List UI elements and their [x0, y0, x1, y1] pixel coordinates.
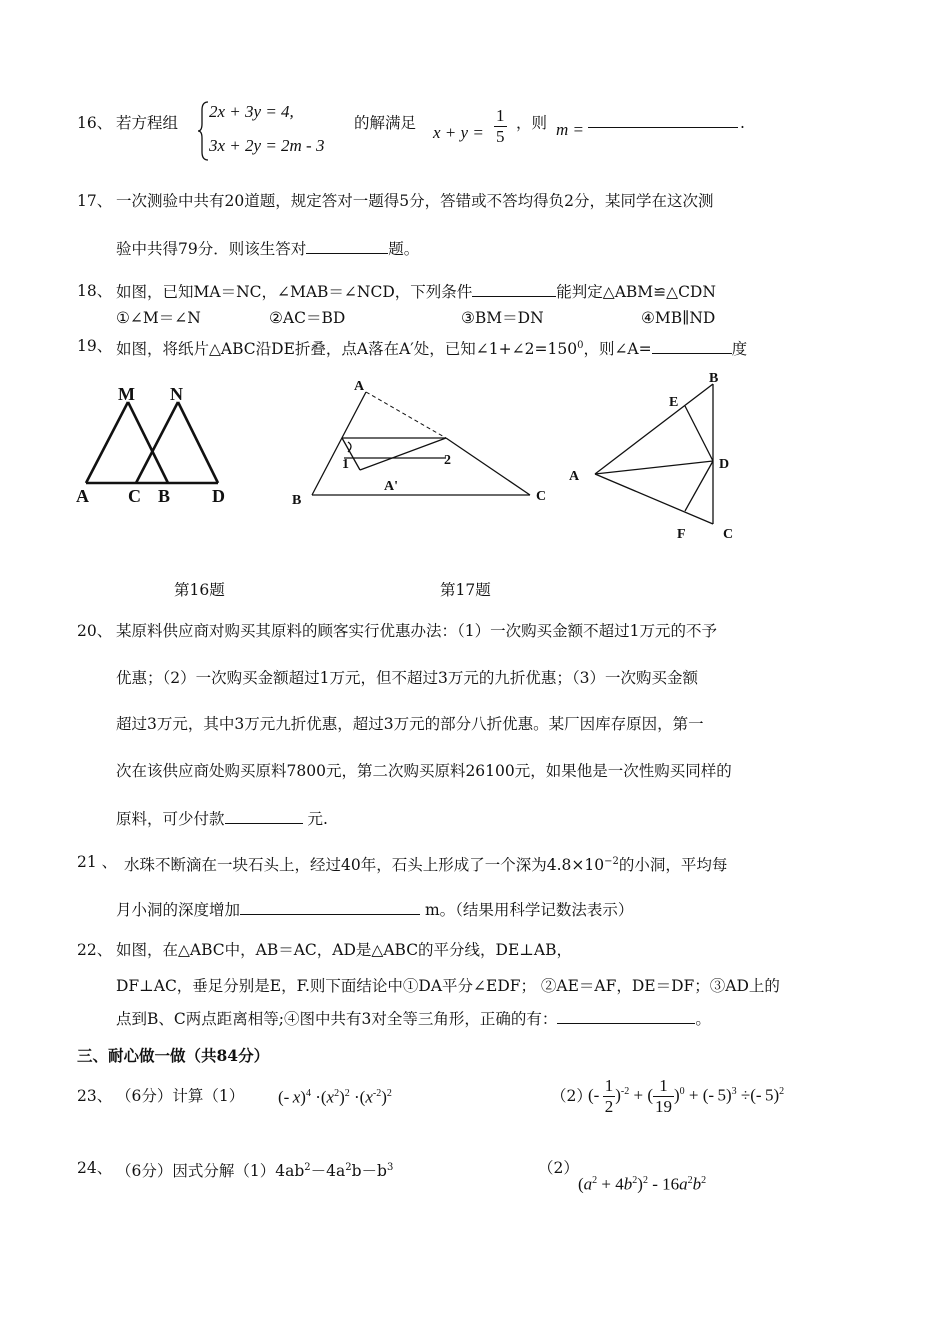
label-a: A — [76, 486, 89, 506]
q19-degree-sup: 0 — [577, 340, 584, 351]
q17-tail: 题。 — [388, 240, 420, 258]
q16-end: . — [740, 114, 745, 132]
q18-option-3: ③BM＝DN — [461, 309, 544, 327]
q22-line3 — [116, 1008, 711, 1029]
q21-line1 — [124, 852, 727, 875]
q18-number: 18、 — [77, 282, 113, 300]
q16-intro: 若方程组 — [116, 114, 179, 132]
q23-label: （6分）计算（1） — [116, 1087, 245, 1105]
q19-text: 如图，将纸片△ABC沿DE折叠，点A落在A′处，已知∠1+∠2=150 — [116, 340, 578, 359]
label-angle-1: 1 — [342, 457, 349, 472]
figure-isosceles-triangle — [565, 366, 755, 546]
q22-text: 点到B、C两点距离相等;④图中共有3对全等三角形，正确的有： — [116, 1010, 558, 1028]
q23-expression-2: (- $\frac{1}{2}$ )$^{-2}$ + ( $\frac{1}{19}$ )$^0$ + (- 5)$^3$ ÷(- 5)$^2$ — [588, 1076, 785, 1117]
q24-expression-2: $(a^2 + 4b^2)^2 - 16a^2b^2$ — [578, 1174, 707, 1194]
q16-fraction — [494, 106, 507, 147]
label-angle-2: 2 — [444, 453, 451, 468]
caption-17: 第17题 — [440, 581, 491, 599]
q18-option-2: ②AC＝BD — [269, 309, 346, 327]
q17-number: 17、 — [77, 192, 113, 210]
q24-part1: （6分）因式分解$(1)4ab^2-4a^2b-b^3$ — [116, 1162, 394, 1181]
label-e: E — [669, 395, 679, 410]
q20-line3: 超过3万元，其中3万元九折优惠，超过3万元的部分八折优惠。某厂因库存原因，第一 — [116, 715, 704, 733]
q19-number: 19、 — [77, 337, 113, 355]
figure-folded-triangle — [282, 372, 552, 512]
q16-equation-2: 3x + 2y = 2m - 3 — [209, 136, 325, 155]
q17-answer-blank[interactable] — [306, 238, 388, 254]
q16-condition: x + y = — [433, 123, 484, 142]
q21-text-2: 的小洞，平均每 — [618, 856, 728, 875]
q21-answer-blank[interactable] — [240, 899, 420, 915]
q20-tail: 元. — [307, 810, 328, 828]
q24-mid-2: b－b — [351, 1162, 387, 1181]
q21-tail: m。（结果用科学记数法表示） — [424, 901, 634, 919]
q19-line — [116, 336, 747, 359]
q18-answer-blank[interactable] — [472, 281, 556, 297]
label-c: C — [536, 489, 547, 504]
q16-number: 16、 — [77, 114, 113, 132]
q20-number: 20、 — [77, 622, 113, 640]
q20-line4: 次在该供应商处购买原料7800元，第二次购买原料26100元，如果他是一次性购买同样的 — [116, 762, 732, 780]
label-b: B — [292, 493, 302, 508]
q18-option-1: ①∠M＝∠N — [116, 309, 201, 327]
q18-tail: 能判定△ABM≌△CDN — [556, 283, 716, 301]
label-b: B — [158, 486, 171, 506]
q19-answer-blank[interactable] — [652, 338, 732, 354]
q22-number: 22、 — [77, 941, 113, 959]
q20-text: 原料，可少付款 — [116, 810, 225, 828]
q22-line1: 如图，在△ABC中，AB＝AC，AD是△ABC的平分线，DE⊥AB， — [116, 941, 572, 959]
label-d: D — [212, 486, 225, 506]
q19-text-2: ，则∠A= — [583, 340, 652, 359]
label-d: D — [719, 457, 730, 472]
label-c: C — [128, 486, 141, 506]
caption-16: 第16题 — [174, 581, 225, 599]
q21-line2 — [116, 899, 633, 920]
q23-part2-label: （2） — [551, 1087, 592, 1105]
q23-number: 23、 — [77, 1087, 113, 1105]
q22-answer-blank[interactable] — [557, 1008, 695, 1024]
q19-tail: 度 — [731, 340, 748, 359]
q22-tail: 。 — [695, 1010, 711, 1028]
brace-icon — [196, 100, 210, 162]
label-b: B — [709, 371, 719, 386]
q16-mid: 的解满足 — [354, 114, 417, 132]
label-a: A — [569, 469, 580, 484]
q21-text: 水珠不断滴在一块石头上，经过40年，石头上形成了一个深为4.8×10 — [124, 856, 605, 875]
q21-text-3: 月小洞的深度增加 — [116, 901, 241, 919]
q16-var: m = — [556, 120, 584, 139]
q18-line1 — [116, 281, 716, 302]
q17-line1: 一次测验中共有20道题，规定答对一题得5分，答错或不答均得负2分，某同学在这次测 — [116, 192, 714, 210]
q20-line5 — [116, 808, 328, 829]
q24-label: （6分）因式分解（1）4ab — [116, 1162, 305, 1181]
q18-text: 如图，已知MA＝NC，∠MAB＝∠NCD，下列条件 — [116, 283, 473, 301]
q23-expression-1: (- $x)^4 \cdot(x^2)^2 \cdot(x^{-2})^2$ — [278, 1087, 392, 1107]
q16-fraction-denominator: 5 — [496, 127, 505, 146]
q20-line2: 优惠；（2）一次购买金额超过1万元，但不超过3万元的九折优惠；（3）一次购买金额 — [116, 669, 698, 687]
section-3-heading: 三、耐心做一做（共84分） — [77, 1046, 270, 1065]
label-m: M — [118, 384, 135, 404]
q21-exponent: −2 — [604, 856, 619, 867]
label-c: C — [723, 527, 734, 542]
q21-number: 21 、 — [77, 853, 118, 871]
q17-text: 验中共得79分．则该生答对 — [116, 240, 307, 258]
q18-option-4: ④MB∥ND — [641, 309, 716, 327]
q16-then: ，则 — [516, 114, 548, 132]
q20-answer-blank[interactable] — [225, 808, 303, 824]
label-a: A — [354, 379, 365, 394]
q20-line1: 某原料供应商对购买其原料的顾客实行优惠办法：（1）一次购买金额不超过1万元的不予 — [116, 622, 717, 640]
q16-answer-blank[interactable] — [588, 112, 738, 128]
q24-number: 24、 — [77, 1159, 113, 1177]
q17-line2 — [116, 238, 419, 259]
label-n: N — [170, 384, 183, 404]
q16-fraction-numerator: 1 — [496, 106, 505, 125]
label-f: F — [677, 527, 686, 542]
q22-line2: DF⊥AC，垂足分别是E，F.则下面结论中①DA平分∠EDF； ②AE＝AF，DE＝DF；③AD上的 — [116, 977, 780, 995]
q24-part2-label: （2） — [538, 1159, 579, 1177]
q24-mid-1: －4a — [310, 1162, 346, 1181]
figure-triangles-mn — [70, 380, 250, 510]
q16-equation-1: 2x + 3y = 4, — [209, 102, 294, 121]
label-a-prime: A' — [384, 479, 398, 494]
